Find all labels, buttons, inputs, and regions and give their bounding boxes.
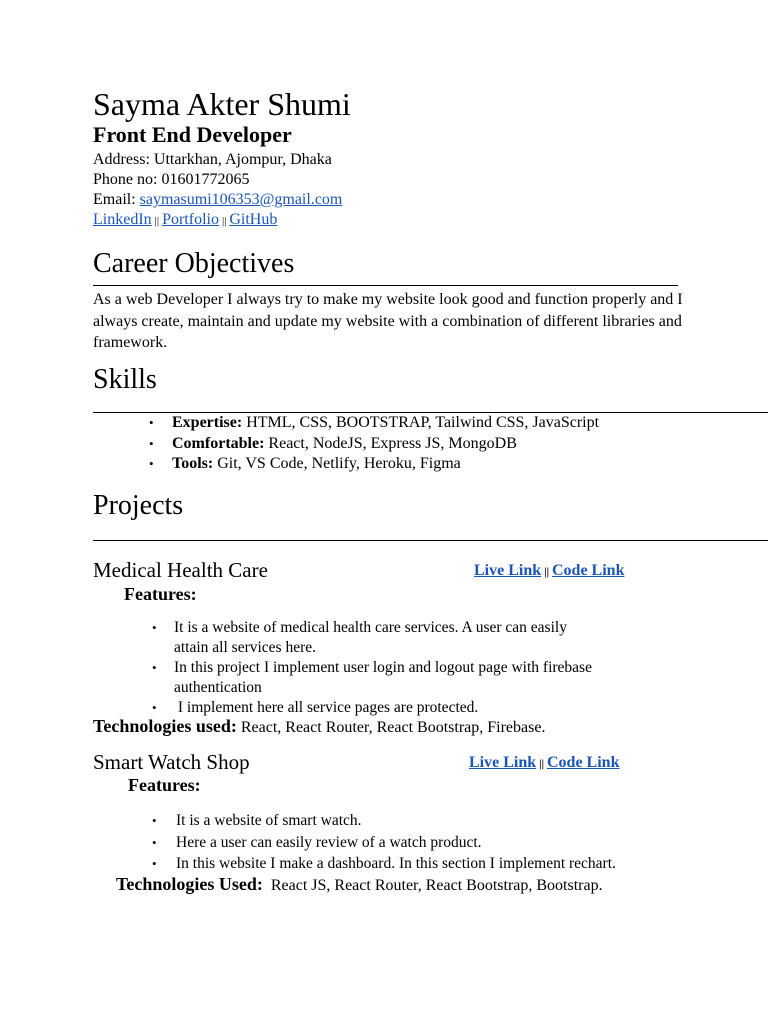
technologies-label: Technologies used: — [93, 716, 237, 736]
technologies-label: Technologies Used: — [116, 874, 263, 894]
portfolio-link[interactable]: Portfolio — [162, 211, 219, 228]
list-item: • In this website I make a dashboard. In this section I implement rechart. — [152, 855, 616, 872]
technologies-value: React JS, React Router, React Bootstrap, Bootstrap. — [262, 877, 603, 894]
email-link[interactable]: saymasumi106353@gmail.com — [139, 191, 343, 208]
list-item: • In this project I implement user login and logout page with firebase — [152, 659, 592, 676]
skill-value: HTML, CSS, BOOTSTRAP, Tailwind CSS, JavaScript — [242, 414, 600, 431]
section-divider — [93, 285, 678, 286]
link-separator: || — [544, 566, 549, 578]
skill-value: Git, VS Code, Netlify, Heroku, Figma — [213, 455, 461, 472]
link-separator: || — [221, 215, 227, 227]
link-separator: || — [539, 758, 544, 770]
project-title: Medical Health Care — [93, 558, 268, 582]
link-separator: || — [154, 215, 160, 227]
section-title-skills: Skills — [93, 364, 157, 395]
section-divider — [93, 540, 768, 541]
features-list — [152, 810, 616, 875]
list-item: • It is a website of medical health care services. A user can easily — [152, 619, 567, 636]
section-title-objectives: Career Objectives — [93, 248, 295, 279]
github-link[interactable]: GitHub — [229, 211, 278, 228]
objective-text: As a web Developer I always try to make my website look good and function properly and I always create, maintain and update my website with a combination of different libraries and framework. — [93, 291, 683, 351]
email-line — [93, 190, 342, 210]
project-links — [474, 562, 624, 580]
linkedin-link[interactable]: LinkedIn — [93, 211, 152, 228]
code-link[interactable]: Code Link — [552, 562, 625, 579]
project-title: Smart Watch Shop — [93, 750, 250, 774]
live-link[interactable]: Live Link — [474, 562, 542, 579]
list-item: • Expertise: HTML, CSS, BOOTSTRAP, Tailwind CSS, JavaScript — [149, 414, 600, 431]
list-item-continuation: attain all services here. — [174, 639, 317, 656]
address-line: Address: Uttarkhan, Ajompur, Dhaka — [93, 151, 332, 168]
technologies-line — [93, 716, 545, 737]
list-item: • Comfortable: React, NodeJS, Express JS, MongoDB — [149, 434, 517, 452]
skills-list — [149, 413, 600, 475]
list-item: • Tools: Git, VS Code, Netlify, Heroku, Figma — [149, 455, 461, 472]
phone-line: Phone no: 01601772065 — [93, 171, 250, 188]
skill-label: Expertise: — [172, 414, 243, 431]
section-title-projects: Projects — [93, 490, 184, 521]
features-heading: Features: — [124, 584, 197, 604]
features-list — [152, 618, 592, 718]
features-heading: Features: — [128, 775, 201, 795]
candidate-name: Sayma Akter Shumi — [93, 86, 351, 122]
email-label: Email: — [93, 191, 140, 208]
skill-label: Comfortable: — [172, 434, 265, 452]
live-link[interactable]: Live Link — [469, 754, 537, 771]
skill-label: Tools: — [172, 455, 214, 472]
job-title: Front End Developer — [93, 122, 292, 147]
project-links — [469, 754, 619, 772]
code-link[interactable]: Code Link — [547, 754, 620, 771]
list-item: • Here a user can easily review of a watch product. — [152, 833, 482, 851]
list-item: • I implement here all service pages are protected. — [152, 699, 479, 716]
technologies-line — [116, 874, 603, 895]
technologies-value: React, React Router, React Bootstrap, Firebase. — [236, 719, 546, 736]
skill-value: React, NodeJS, Express JS, MongoDB — [264, 434, 517, 452]
list-item-continuation: authentication — [174, 679, 262, 696]
profile-links — [93, 210, 277, 231]
list-item: • It is a website of smart watch. — [152, 812, 362, 829]
